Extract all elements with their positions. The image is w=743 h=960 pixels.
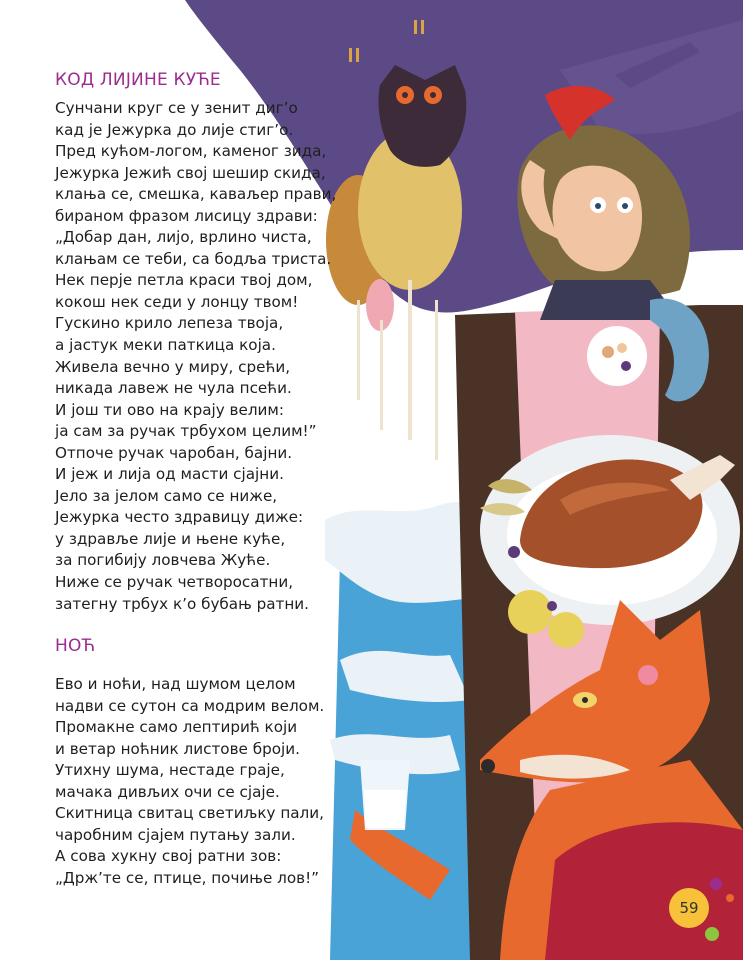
poem-title-noc: НОЋ: [55, 636, 96, 656]
poem-line: Гускино крило лепеза твоја,: [55, 314, 284, 333]
tree-trunk: [408, 280, 412, 440]
poem-line: за погибију ловчева Жуће.: [55, 551, 271, 570]
poem-body-kod-lijine-kuce: [55, 98, 336, 615]
poem-line: клања се, смешка, каваљер прави,: [55, 185, 337, 204]
poem-line: „Добар дан, лијо, врлино чиста,: [55, 228, 312, 247]
egg-icon: [617, 343, 627, 353]
poem-line: Јежурка често здравицу диже:: [55, 508, 304, 527]
poem-line: А сова хукну свој ратни зов:: [55, 847, 282, 866]
poem-line: Отпоче ручак чаробан, бајни.: [55, 443, 293, 462]
poem-line: надви се сутон са модрим велом.: [55, 696, 325, 715]
poem-body-noc: [55, 674, 324, 889]
star-icon: [356, 48, 359, 62]
poem-line: затегну трбух к’о бубањ ратни.: [55, 594, 309, 613]
poem-line: а јастук меки паткица која.: [55, 336, 276, 355]
fox-blush: [638, 665, 658, 685]
egg-icon: [602, 346, 614, 358]
decor-dot: [726, 894, 734, 902]
poem-line: Ево и ноћи, над шумом целом: [55, 675, 296, 693]
poem-line: Јежурка Јежић свој шешир скида,: [55, 163, 326, 182]
poem-line: Нек перје петла краси твој дом,: [55, 271, 313, 290]
tree-trunk: [380, 320, 383, 430]
poem-line: у здравље лије и њене куће,: [55, 529, 286, 548]
poem-line: Промакне само лептирић који: [55, 718, 298, 737]
star-icon: [349, 48, 352, 62]
poem-line: клањам се теби, са бодља триста.: [55, 249, 332, 268]
decor-dot: [705, 927, 719, 941]
poem-line: „Држ’те се, птице, почиње лов!”: [55, 868, 320, 887]
berry: [508, 546, 520, 558]
poem-line: чаробним сјајем путању зали.: [55, 825, 296, 844]
poem-line: Живела вечно у миру, срећи,: [55, 357, 291, 376]
poem-line: кад је Јежурка до лије стиг’о.: [55, 120, 294, 139]
poem-line: И јеж и лија од масти сјајни.: [55, 465, 284, 484]
star-icon: [414, 20, 417, 34]
decor-dot: [710, 878, 722, 890]
poem-line: Пред кућом-логом, каменог зида,: [55, 142, 327, 161]
tree-trunk: [357, 300, 360, 400]
poem-line: Сунчани круг се у зенит диг’о: [55, 99, 298, 117]
poem-title-kod-lijine-kuce: КОД ЛИЈИНЕ КУЋЕ: [55, 70, 221, 90]
poem-line: ја сам за ручак трбухом целим!”: [55, 422, 317, 441]
lemon-slice: [548, 612, 584, 648]
page-number-badge: 59: [669, 888, 709, 928]
poem-line: Ниже се ручак четворосатни,: [55, 573, 294, 592]
poem-line: и ветар ноћник листове броји.: [55, 739, 300, 758]
fox-nose: [481, 759, 495, 773]
poem-line: кокош нек седи у лонцу твом!: [55, 292, 299, 311]
poem-line: Утихну шума, нестаде граје,: [55, 761, 285, 780]
poem-line: бираном фразом лисицу здрави:: [55, 206, 318, 225]
egg-icon: [621, 361, 631, 371]
star-icon: [421, 20, 424, 34]
poem-line: Јело за јелом само се ниже,: [55, 486, 278, 505]
lemon-slice: [508, 590, 552, 634]
poem-line: И још ти ово на крају велим:: [55, 400, 284, 419]
poem-line: никада лавеж не чула псећи.: [55, 379, 292, 398]
small-plate: [587, 326, 647, 386]
poem-line: Скитница свитац светиљку пали,: [55, 804, 324, 823]
tree-trunk: [435, 300, 438, 460]
berry: [547, 601, 557, 611]
poem-line: мачака дивљих очи се сјаје.: [55, 782, 280, 801]
